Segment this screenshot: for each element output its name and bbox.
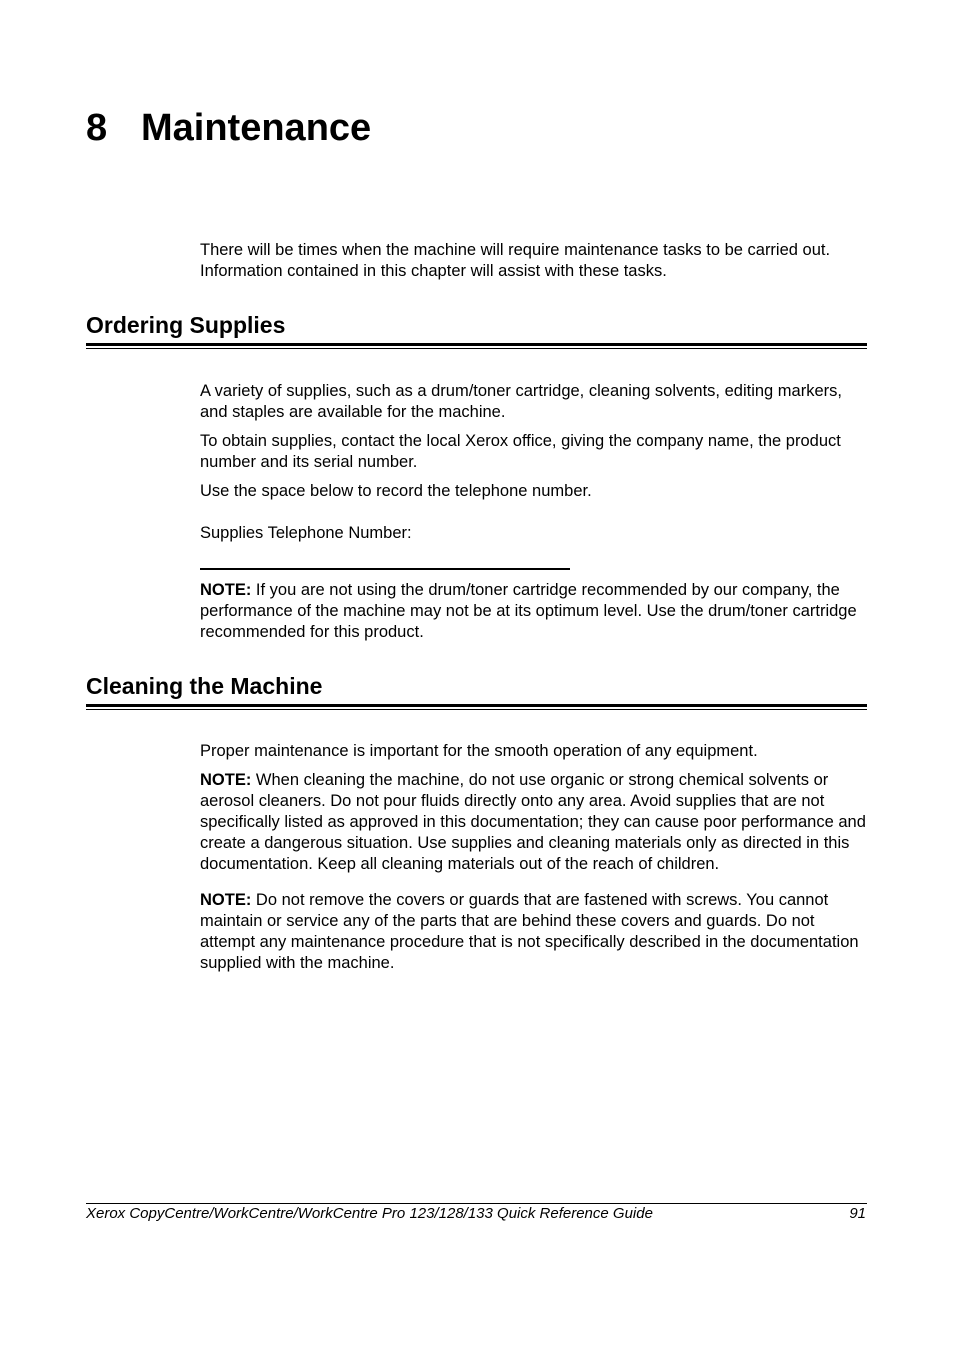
cleaning-paragraph-1: Proper maintenance is important for the smooth operation of any equipment.: [200, 742, 758, 760]
note-text: If you are not using the drum/toner cartridge recommended by our company, the performance of the machine may not be at its optimum level. Use the drum/toner cartridge recommended for this product.: [200, 581, 857, 641]
note-label: NOTE:: [200, 581, 252, 599]
chapter-title-text: Maintenance: [141, 107, 372, 149]
note-text: When cleaning the machine, do not use organic or strong chemical solvents or aerosol cleaners. Do not pour fluids directly onto any area. Avoid supplies that are not specifically listed as approved in this documentation; they can cause poor performance and create a dangerous situation. Use supplies and cleaning materials only as directed in this documentation. Keep all cleaning materials out of the reach of children.: [200, 771, 866, 873]
cleaning-note-2: [200, 890, 870, 974]
footer-page-number: 91: [849, 1205, 866, 1222]
intro-block: [200, 240, 870, 290]
chapter-number: 8: [86, 107, 108, 149]
section-heading-ordering-supplies: Ordering Supplies: [86, 312, 286, 338]
phone-number-line: [200, 568, 570, 570]
cleaning-block: [200, 741, 870, 982]
ordering-note-block: [200, 580, 870, 651]
section-heading-cleaning: Cleaning the Machine: [86, 673, 323, 699]
section-rule-cleaning: [86, 704, 867, 707]
ordering-note: [200, 580, 870, 643]
chapter-title: [86, 104, 371, 152]
intro-paragraph: There will be times when the machine will require maintenance tasks to be carried out. Information contained in this chapter will assist with these tasks.: [200, 241, 831, 280]
footer-guide-title: Xerox CopyCentre/WorkCentre/WorkCentre Pro 123/128/133 Quick Reference Guide: [86, 1205, 653, 1222]
cleaning-note-1: [200, 770, 870, 875]
note-label: NOTE:: [200, 891, 252, 909]
ordering-paragraph-1: A variety of supplies, such as a drum/toner cartridge, cleaning solvents, editing markers, and staples are available for the machine.: [200, 382, 842, 421]
ordering-paragraph-3: Use the space below to record the telephone number.: [200, 482, 592, 500]
ordering-supplies-block: [200, 381, 870, 552]
ordering-paragraph-2: To obtain supplies, contact the local Xerox office, giving the company name, the product number and its serial number.: [200, 432, 841, 471]
note-label: NOTE:: [200, 771, 252, 789]
phone-label: Supplies Telephone Number:: [200, 524, 412, 542]
section-rule-ordering-supplies: [86, 343, 867, 346]
note-text: Do not remove the covers or guards that are fastened with screws. You cannot maintain or service any of the parts that are behind these covers and guards. Do not attempt any maintenance procedure that is not specifically described in the documentation supplied with the machine.: [200, 891, 859, 972]
